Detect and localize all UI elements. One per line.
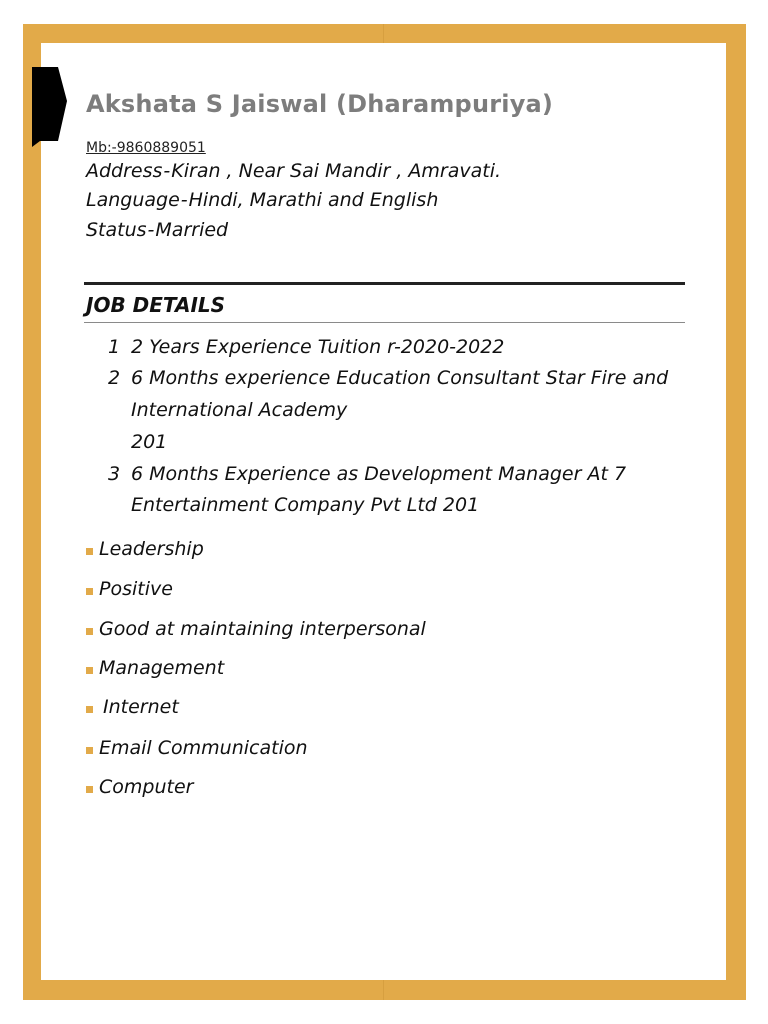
language-label: Language xyxy=(86,189,180,211)
address-value: Kiran , Near Sai Mandir , Amravati. xyxy=(171,160,502,182)
job-line: 6 Months Experience as Development Manager At 7 xyxy=(131,463,627,485)
candidate-name: Akshata S Jaiswal (Dharampuriya) xyxy=(86,90,554,118)
skill-label: Email Communication xyxy=(99,737,308,759)
language-line: Language-Hindi, Marathi and English xyxy=(86,189,439,211)
address-label: Address xyxy=(86,160,163,182)
skill-label: Positive xyxy=(99,578,173,600)
bullet-icon xyxy=(86,548,93,555)
bullet-icon xyxy=(86,588,93,595)
border-seam-bottom xyxy=(383,980,384,1000)
job-number: 2 xyxy=(108,367,121,389)
bullet-icon xyxy=(86,747,93,754)
bullet-icon xyxy=(86,786,93,793)
job-line: 2 Years Experience Tuition r-2020-2022 xyxy=(131,336,505,358)
bullet-icon xyxy=(86,706,93,713)
job-line: International Academy xyxy=(131,399,348,421)
skill-label: Computer xyxy=(99,776,194,798)
job-number: 1 xyxy=(108,336,121,358)
status-line: Status-Married xyxy=(86,219,229,241)
job-number: 3 xyxy=(108,463,121,485)
phone-number: Mb:-9860889051 xyxy=(86,140,206,156)
bullet-icon xyxy=(86,667,93,674)
section-divider-thin xyxy=(84,322,685,323)
border-seam-top xyxy=(383,24,384,43)
job-line: 6 Months experience Education Consultant Star Fire and xyxy=(131,367,669,389)
job-line: Entertainment Company Pvt Ltd 201 xyxy=(131,494,480,516)
skill-label: Management xyxy=(99,657,225,679)
status-value: Married xyxy=(155,219,229,241)
section-divider-heavy xyxy=(84,282,685,285)
skill-label: Leadership xyxy=(99,538,204,560)
job-line: 201 xyxy=(131,431,168,453)
skill-label: Good at maintaining interpersonal xyxy=(99,618,426,640)
bullet-icon xyxy=(86,628,93,635)
skill-label: Internet xyxy=(103,696,179,718)
address-line: Address-Kiran , Near Sai Mandir , Amravati. xyxy=(86,160,502,182)
language-value: Hindi, Marathi and English xyxy=(188,189,439,211)
job-details-heading: JOB DETAILS xyxy=(86,293,226,317)
black-tab-icon xyxy=(32,67,68,149)
status-label: Status xyxy=(86,219,147,241)
